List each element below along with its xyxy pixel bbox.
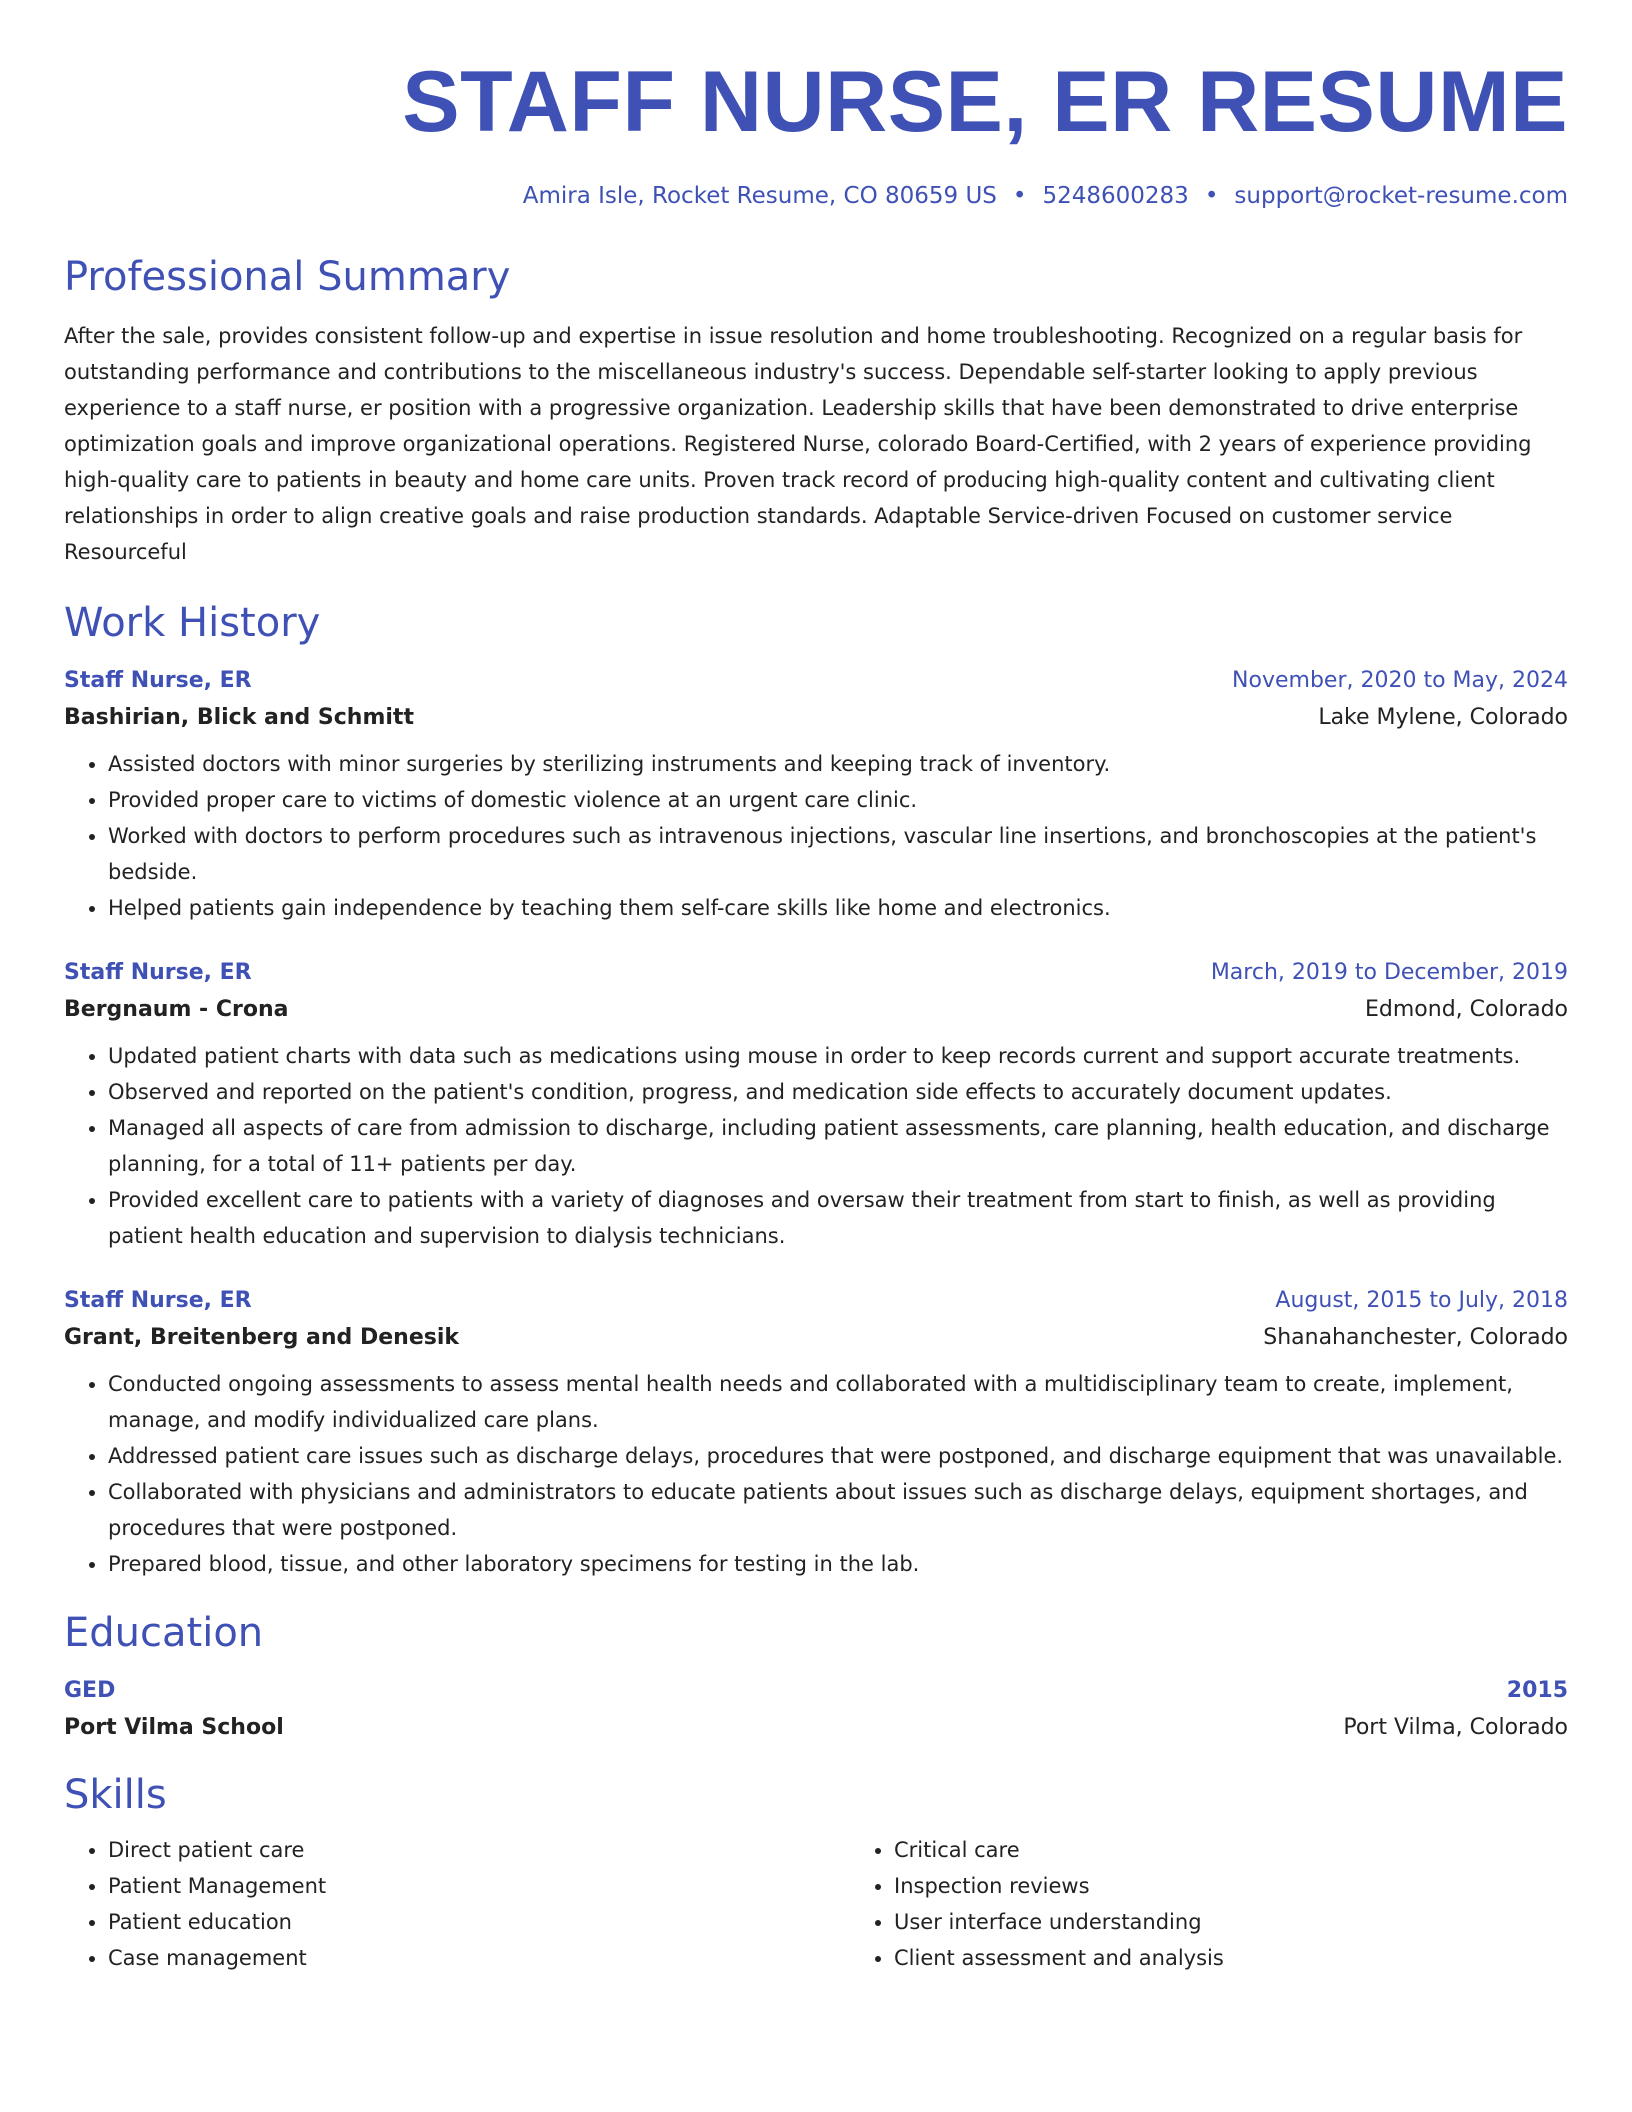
list-item: • Assisted doctors with minor surgeries by sterilizing instruments and keeping track of inventory. [108, 746, 1568, 782]
section-heading-skills: Skills [64, 1772, 167, 1818]
education-school-row [64, 1708, 1568, 1748]
resume-title: STAFF NURSE, ER RESUME [402, 54, 1568, 150]
job-entry [64, 1284, 1568, 1582]
list-item: • Addressed patient care issues such as discharge delays, procedures that were postponed, and discharge equipment that was unavailable. [108, 1438, 1568, 1474]
job-bullets [64, 746, 1568, 926]
education-location: Port Vilma, Colorado [1343, 1715, 1568, 1740]
job-dates: August, 2015 to July, 2018 [1275, 1288, 1568, 1313]
resume-header [64, 0, 1568, 212]
list-item: • Direct patient care [108, 1832, 850, 1868]
list-item: • Patient Management [108, 1868, 850, 1904]
job-company: Bergnaum - Crona [64, 997, 289, 1022]
list-item: • User interface understanding [894, 1904, 1224, 1940]
separator-dot: • [1012, 183, 1027, 209]
list-item: • Critical care [894, 1832, 1224, 1868]
education-school: Port Vilma School [64, 1715, 284, 1740]
skills-list-left [64, 1832, 850, 1976]
list-item: • Conducted ongoing assessments to assess mental health needs and collaborated with a multidisciplinary team to create, implement, manage, and modify individualized care plans. [108, 1366, 1568, 1438]
contact-line [64, 180, 1568, 212]
job-company-row [64, 990, 1568, 1030]
work-history-section [64, 598, 1568, 1582]
list-item: • Updated patient charts with data such as medications using mouse in order to keep records current and support accurate treatments. [108, 1038, 1568, 1074]
list-item: • Collaborated with physicians and administrators to educate patients about issues such as discharge delays, equipment shortages, and procedures that were postponed. [108, 1474, 1568, 1546]
job-role: Staff Nurse, ER [64, 960, 252, 985]
list-item: • Observed and reported on the patient's condition, progress, and medication side effects to accurately document updates. [108, 1074, 1568, 1110]
contact-email[interactable]: support@rocket-resume.com [1234, 183, 1568, 209]
job-header-row [64, 1284, 1568, 1318]
job-company-row [64, 1318, 1568, 1358]
section-heading-summary: Professional Summary [64, 254, 511, 300]
job-company: Bashirian, Blick and Schmitt [64, 705, 414, 730]
list-item: • Inspection reviews [894, 1868, 1224, 1904]
contact-address: Amira Isle, Rocket Resume, CO 80659 US [522, 183, 997, 209]
list-item: • Provided proper care to victims of domestic violence at an urgent care clinic. [108, 782, 1568, 818]
job-bullets [64, 1366, 1568, 1582]
skills-section [64, 1770, 1568, 1976]
skills-columns [64, 1832, 1568, 1976]
summary-text: After the sale, provides consistent follow-up and expertise in issue resolution and home troubleshooting. Recognized on a regular basis for outstanding performance and contributions to the miscellaneous industry's success. Dependable self-starter looking to apply previous experience to a staff nurse, er position with a progressive organization. Leadership skills that have been demonstrated to drive enterprise optimization goals and improve organizational operations. Registered Nurse, colorado Board-Certified, with 2 years of experience providing high-quality care to patients in beauty and home care units. Proven track record of producing high-quality content and cultivating client relationships in order to align creative goals and raise production standards. Adaptable Service-driven Focused on customer service Resourceful [64, 324, 1532, 564]
education-entry [64, 1674, 1568, 1748]
list-item: • Helped patients gain independence by teaching them self-care skills like home and electronics. [108, 890, 1568, 926]
job-header-row [64, 956, 1568, 990]
education-section [64, 1608, 1568, 1748]
job-location: Edmond, Colorado [1365, 997, 1568, 1022]
job-location: Lake Mylene, Colorado [1318, 705, 1568, 730]
education-degree: GED [64, 1678, 116, 1703]
education-year: 2015 [1506, 1678, 1568, 1703]
contact-phone: 5248600283 [1042, 183, 1189, 209]
list-item: • Worked with doctors to perform procedures such as intravenous injections, vascular line insertions, and bronchoscopies at the patient's bedside. [108, 818, 1568, 890]
job-dates: November, 2020 to May, 2024 [1232, 668, 1568, 693]
list-item: • Case management [108, 1940, 850, 1976]
job-company-row [64, 698, 1568, 738]
job-role: Staff Nurse, ER [64, 668, 252, 693]
list-item: • Managed all aspects of care from admission to discharge, including patient assessments, care planning, health education, and discharge planning, for a total of 11+ patients per day. [108, 1110, 1568, 1182]
job-bullets [64, 1038, 1568, 1254]
section-heading-education: Education [64, 1610, 264, 1656]
list-item: • Provided excellent care to patients with a variety of diagnoses and oversaw their treatment from start to finish, as well as providing patient health education and supervision to dialysis technicians. [108, 1182, 1568, 1254]
education-header-row [64, 1674, 1568, 1708]
list-item: • Patient education [108, 1904, 850, 1940]
professional-summary-section [64, 252, 1568, 570]
job-entry [64, 664, 1568, 926]
job-location: Shanahanchester, Colorado [1263, 1325, 1568, 1350]
list-item: • Client assessment and analysis [894, 1940, 1224, 1976]
job-entry [64, 956, 1568, 1254]
job-role: Staff Nurse, ER [64, 1288, 252, 1313]
job-header-row [64, 664, 1568, 698]
separator-dot: • [1204, 183, 1219, 209]
job-company: Grant, Breitenberg and Denesik [64, 1325, 460, 1350]
job-dates: March, 2019 to December, 2019 [1210, 960, 1568, 985]
section-heading-work: Work History [64, 600, 321, 646]
skills-list-right [850, 1832, 1224, 1976]
list-item: • Prepared blood, tissue, and other laboratory specimens for testing in the lab. [108, 1546, 1568, 1582]
